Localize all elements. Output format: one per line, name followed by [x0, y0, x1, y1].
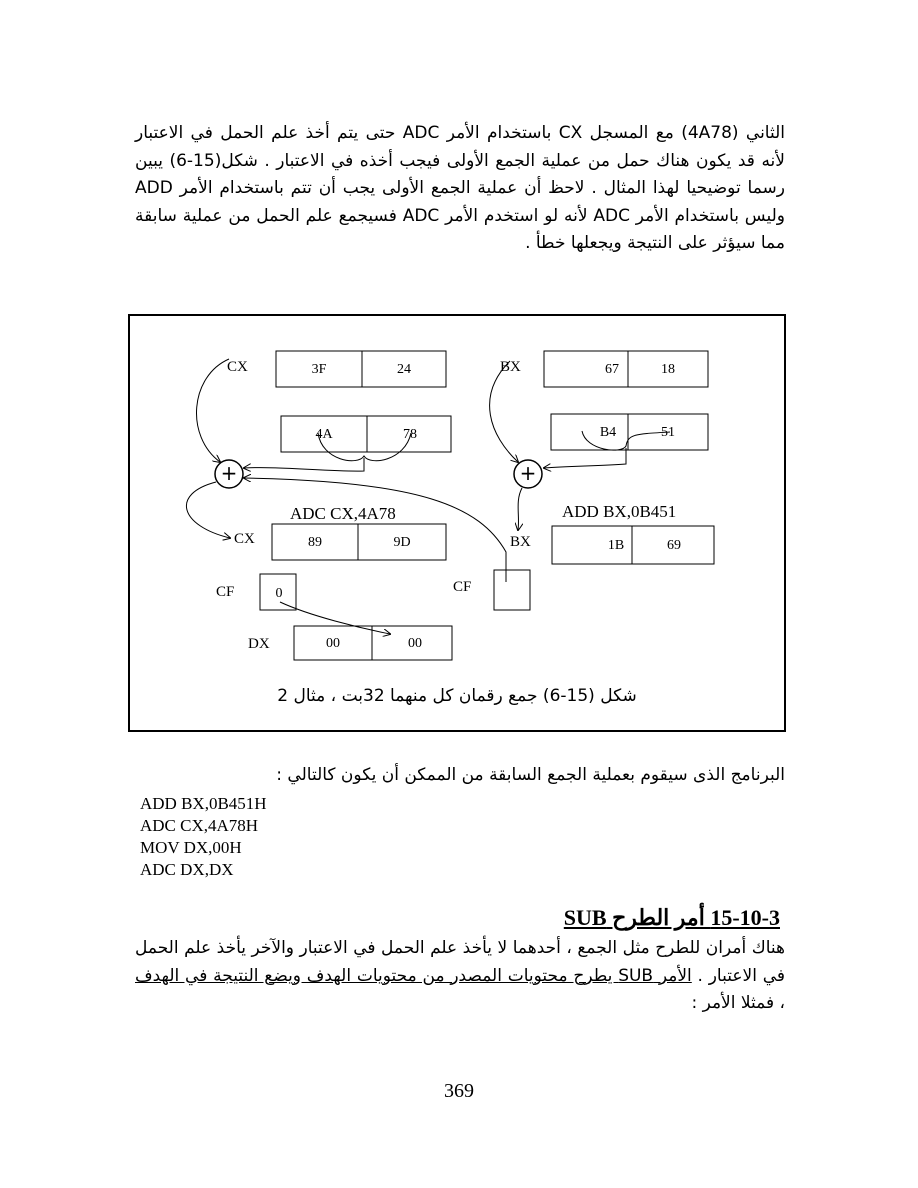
cx-high-value: 3F: [311, 362, 327, 377]
cx-low-value: 24: [397, 362, 411, 377]
plus-sign-left: +: [220, 461, 238, 485]
code-line: ADC DX,DX: [140, 860, 234, 879]
cx-label: CX: [227, 359, 248, 375]
figure-diagram: [130, 316, 784, 730]
cf-box-right: [494, 570, 530, 610]
sub-text-plain: هناك أمران للطرح مثل الجمع ، أحدهما لا يأخذ علم الحمل في الاعتبار والآخر يأخذ علم الحمل في الاعتبار .: [135, 938, 786, 986]
cf-label-right: CF: [453, 579, 472, 595]
right-src-high-box: [551, 414, 628, 450]
dx-high-value: 00: [326, 636, 340, 651]
right-src-low-value: 51: [661, 425, 675, 440]
right-res-high-value: 1B: [607, 538, 625, 553]
code-line: MOV DX,00H: [140, 838, 242, 857]
bx-result-label: BX: [510, 534, 531, 550]
plus-sign-right: +: [519, 461, 537, 485]
figure-caption: شكل (15-6) جمع رقمان كل منهما 32بت ، مثال 2: [277, 686, 637, 706]
res-low-value: 9D: [393, 535, 411, 550]
sub-text-end: ، فمثلا الأمر :: [691, 993, 785, 1013]
bx-low-value: 18: [661, 362, 675, 377]
src-low-value: 78: [403, 427, 417, 442]
dx-low-value: 00: [408, 636, 422, 651]
program-intro: البرنامج الذى سيقوم بعملية الجمع السابقة من الممكن أن يكون كالتالي :: [276, 765, 785, 785]
bx-high-value: 67: [605, 362, 619, 377]
right-src-high-value: B4: [599, 425, 617, 440]
res-high-value: 89: [308, 535, 322, 550]
src-high-value: 4A: [315, 427, 333, 442]
page-number: 369: [444, 1080, 474, 1102]
right-res-low-value: 69: [667, 538, 681, 553]
sub-paragraph: [135, 935, 785, 1018]
dx-label: DX: [248, 636, 270, 652]
code-listing: [140, 793, 267, 881]
section-heading: 15-10-3 أمر الطرح SUB: [563, 905, 780, 930]
code-line: ADC CX,4A78H: [140, 816, 259, 835]
cf-label-left: CF: [216, 584, 235, 600]
sub-text-underlined: الأمر SUB يطرح محتويات المصدر من محتويات الهدف ويضع النتيجة في الهدف: [135, 965, 692, 986]
code-line: ADD BX,0B451H: [140, 794, 267, 813]
adc-instruction: ADC CX,4A78: [290, 504, 396, 523]
add-instruction: ADD BX,0B451: [562, 502, 677, 521]
cx-result-label: CX: [234, 531, 255, 547]
cf-value-left: 0: [275, 586, 283, 601]
intro-paragraph: الثاني (4A78) مع المسجل CX باستخدام الأمر ADC حتى يتم أخذ علم الحمل في الاعتبار لأنه قد يكون هناك حمل من عملية الجمع الأولى فيجب أخذه في الاعتبار . شكل(15-6) يبين رسما توضيحيا لهذا المثال . لاحظ أن عملية الجمع الأولى يجب أن تتم باستخدام الأمر ADD وليس باستخدام الأمر ADC لأنه لو استخدم الأمر ADC فسيجمع علم الحمل من عملية سابقة مما سيؤثر على النتيجة ويجعلها خطأ .: [135, 123, 786, 253]
bx-label: BX: [500, 359, 521, 375]
adc-figure: [128, 314, 786, 732]
